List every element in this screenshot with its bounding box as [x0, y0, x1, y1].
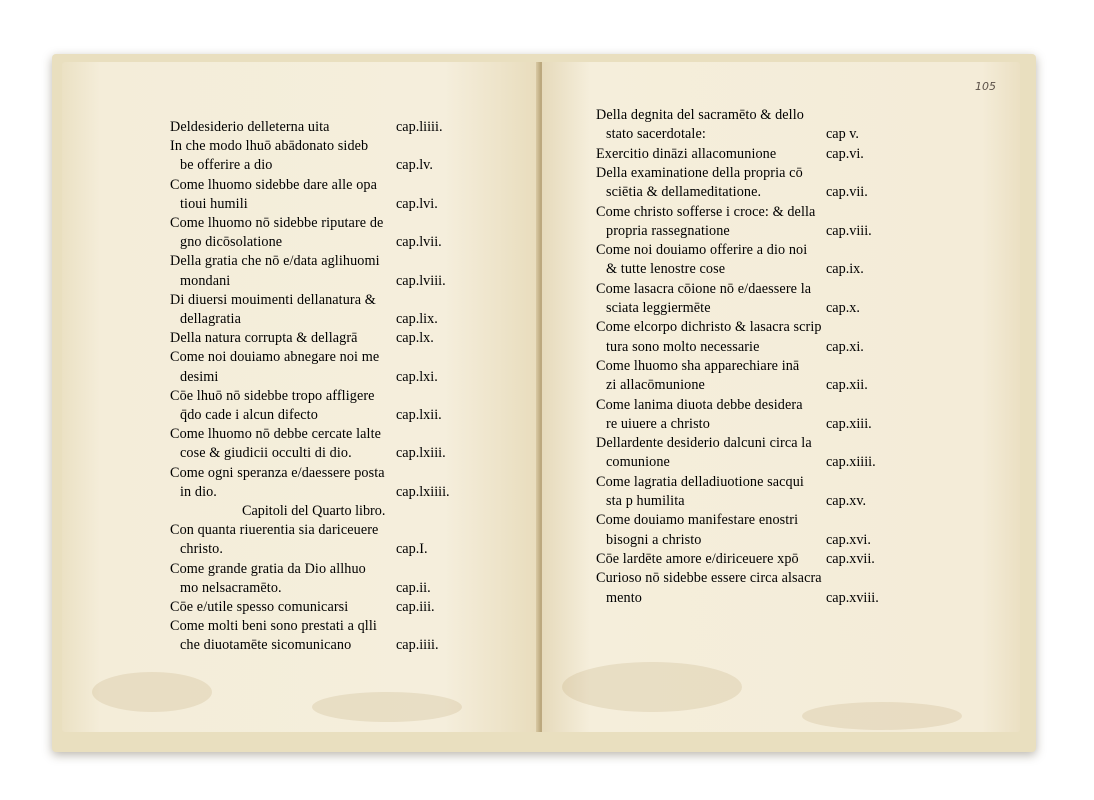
- toc-entry-line: in dio.: [180, 483, 217, 500]
- chapter-number: cap.iii.: [396, 599, 435, 615]
- chapter-number: cap.xviii.: [826, 589, 879, 606]
- chapter-number: cap.x.: [826, 300, 860, 316]
- toc-entry-line: sta p humilita: [606, 493, 685, 509]
- foxing-stain: [562, 662, 742, 712]
- toc-entry-line: In che modo lhuō abādonato sideb: [170, 138, 369, 155]
- chapter-number: cap.lxii.: [396, 407, 442, 423]
- toc-entry-line: Come lhuomo nō sidebbe riputare de: [170, 215, 384, 231]
- toc-entry-line: Come douiamo manifestare enostri: [596, 512, 799, 529]
- toc-entry-line: mo nelsacramēto.: [180, 579, 282, 596]
- toc-entry-line: Come lhuomo nō debbe cercate lalte: [170, 426, 382, 443]
- section-heading: Capitoli del Quarto libro.: [242, 503, 386, 519]
- toc-entry-line: Cōe lardēte amore e/diriceuere xpō: [596, 550, 799, 567]
- foxing-stain: [312, 692, 462, 722]
- chapter-number: cap.lv.: [396, 157, 433, 174]
- chapter-number: cap.xi.: [826, 338, 864, 355]
- chapter-number: cap.xiii.: [826, 415, 872, 432]
- toc-entry-line: cose & giudicii occulti di dio.: [180, 445, 352, 462]
- chapter-number: cap.ix.: [826, 261, 864, 278]
- toc-entry-line: Deldesiderio delleterna uita: [170, 119, 330, 135]
- toc-entry-line: stato sacerdotale:: [606, 126, 706, 143]
- toc-entry-line: Dellardente desiderio dalcuni circa la: [596, 435, 812, 452]
- chapter-number: cap.lvii.: [396, 234, 442, 251]
- toc-entry-line: Come elcorpo dichristo & lasacra scrip: [596, 319, 822, 336]
- toc-entry-line: sciata leggiermēte: [606, 300, 711, 316]
- toc-entry-line: propria rassegnatione: [606, 222, 730, 239]
- toc-entry-line: che diuotamēte sicomunicano: [180, 637, 352, 654]
- chapter-number: cap.iiii.: [396, 637, 439, 654]
- folio-number: 105: [975, 80, 996, 93]
- chapter-number: cap.xv.: [826, 493, 867, 509]
- toc-entry-line: Come lhuomo sha apparechiare inā: [596, 357, 800, 374]
- toc-entry-line: christo.: [180, 541, 223, 558]
- chapter-number: cap.I.: [396, 541, 428, 558]
- chapter-number: cap.lxi.: [396, 368, 438, 385]
- toc-entry-line: & tutte lenostre cose: [606, 261, 726, 278]
- toc-entry-line: comunione: [606, 454, 670, 471]
- chapter-number: cap.xvi.: [826, 531, 871, 548]
- toc-entry-line: Cōe e/utile spesso comunicarsi: [170, 599, 349, 615]
- toc-entry-line: Come grande gratia da Dio allhuo: [170, 560, 366, 577]
- chapter-number: cap.lx.: [396, 330, 434, 347]
- chapter-number: cap.liiii.: [396, 119, 443, 135]
- toc-entry-line: Curioso nō sidebbe essere circa alsacra: [596, 570, 822, 587]
- chapter-number: cap.vi.: [826, 145, 864, 162]
- chapter-number: cap.xiiii.: [826, 454, 876, 471]
- chapter-number: cap.xvii.: [826, 550, 875, 567]
- toc-entry-line: be offerire a dio: [180, 157, 273, 174]
- toc-entry-line: Della natura corrupta & dellagrā: [170, 330, 358, 347]
- foxing-stain: [802, 702, 962, 730]
- chapter-number: cap.lxiii.: [396, 445, 446, 462]
- toc-entry-line: desimi: [180, 368, 219, 385]
- toc-entry-line: Della examinatione della propria cō: [596, 164, 803, 181]
- toc-entry-line: Exercitio dināzi allacomunione: [596, 145, 777, 162]
- toc-entry-line: Come lasacra cōione nō e/daessere la: [596, 280, 812, 297]
- toc-entry-line: Della degnita del sacramēto & dello: [596, 107, 804, 123]
- toc-entry-line: Come lagratia delladiuotione sacqui: [596, 473, 804, 490]
- toc-entry-line: Cōe lhuō nō sidebbe tropo affligere: [170, 387, 375, 404]
- toc-entry-line: Con quanta riuerentia sia dariceuere: [170, 522, 379, 539]
- chapter-number: cap v.: [826, 126, 859, 143]
- toc-entry-line: bisogni a christo: [606, 531, 702, 548]
- toc-entry-line: Come lanima diuota debbe desidera: [596, 396, 803, 413]
- toc-entry-line: Di diuersi mouimenti dellanatura &: [170, 291, 376, 308]
- toc-entry-line: tioui humili: [180, 195, 248, 212]
- toc-entry-line: zi allacōmunione: [606, 377, 705, 394]
- toc-entry-line: tura sono molto necessarie: [606, 338, 760, 355]
- chapter-number: cap.ii.: [396, 579, 431, 596]
- toc-entry-line: mento: [606, 589, 642, 606]
- toc-entry-line: Come molti beni sono prestati a qlli: [170, 618, 377, 635]
- toc-entry-line: sciētia & dellameditatione.: [606, 184, 762, 201]
- toc-entry-line: Come noi douiamo abnegare noi me: [170, 349, 380, 366]
- toc-entry-line: Come ogni speranza e/daessere posta: [170, 464, 385, 481]
- toc-entry-line: dellagratia: [180, 311, 241, 327]
- foxing-stain: [92, 672, 212, 712]
- toc-entry-line: re uiuere a christo: [606, 415, 710, 432]
- toc-entry-line: q̄do cade i alcun difecto: [180, 407, 318, 423]
- chapter-number: cap.lxiiii.: [396, 483, 450, 500]
- toc-entry-line: Della gratia che nō e/data aglihuomi: [170, 253, 380, 270]
- toc-entry-line: Come lhuomo sidebbe dare alle opa: [170, 176, 377, 193]
- chapter-number: cap.vii.: [826, 184, 868, 201]
- chapter-number: cap.viii.: [826, 222, 872, 239]
- toc-entry-line: Come christo sofferse i croce: & della: [596, 203, 816, 220]
- toc-entry-line: Come noi douiamo offerire a dio noi: [596, 242, 808, 259]
- chapter-number: cap.xii.: [826, 377, 868, 394]
- toc-entry-line: gno dicōsolatione: [180, 234, 283, 251]
- toc-entry-line: mondani: [180, 272, 231, 289]
- chapter-number: cap.lviii.: [396, 272, 446, 289]
- chapter-number: cap.lix.: [396, 311, 438, 327]
- chapter-number: cap.lvi.: [396, 195, 438, 212]
